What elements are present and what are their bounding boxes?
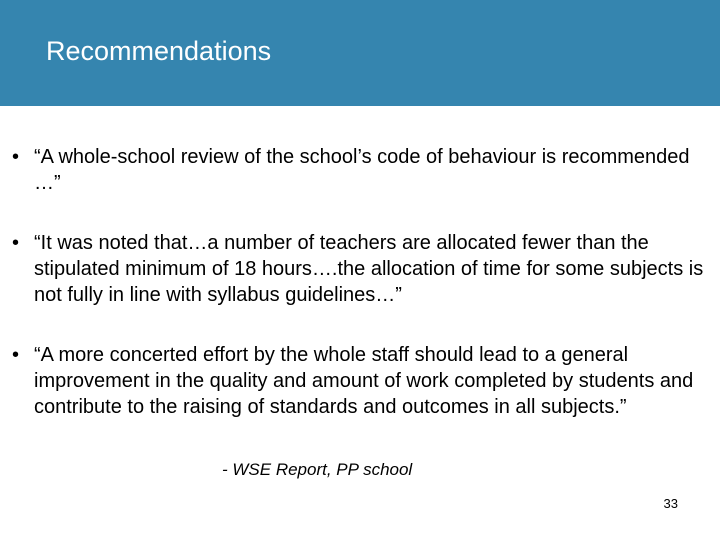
page-number: 33 — [663, 496, 678, 511]
title-bar — [0, 0, 720, 106]
bullet-text: “It was noted that…a number of teachers are allocated fewer than the stipulated minimum of 18 hours….the allocation of time for some subjects is not fully in line with syllabus guidelines…” — [34, 232, 704, 306]
bullet-marker: • — [12, 344, 20, 366]
bullet-marker: • — [12, 146, 20, 168]
slide-title: Recommendations — [46, 36, 272, 66]
bullet-list — [12, 144, 712, 454]
bullet-marker: • — [12, 232, 20, 254]
bullet-item-staff-effort — [12, 342, 712, 420]
quote-attribution: - WSE Report, PP school — [222, 460, 413, 479]
bullet-item-teacher-allocation — [12, 230, 712, 308]
bullet-text: “A more concerted effort by the whole staff should lead to a general improvement in the quality and amount of work completed by students and contribute to the raising of standards and outcomes in all subjects.” — [34, 344, 694, 418]
bullet-text: “A whole-school review of the school’s code of behaviour is recommended …” — [34, 146, 690, 194]
bullet-item-behaviour-review — [12, 144, 712, 196]
